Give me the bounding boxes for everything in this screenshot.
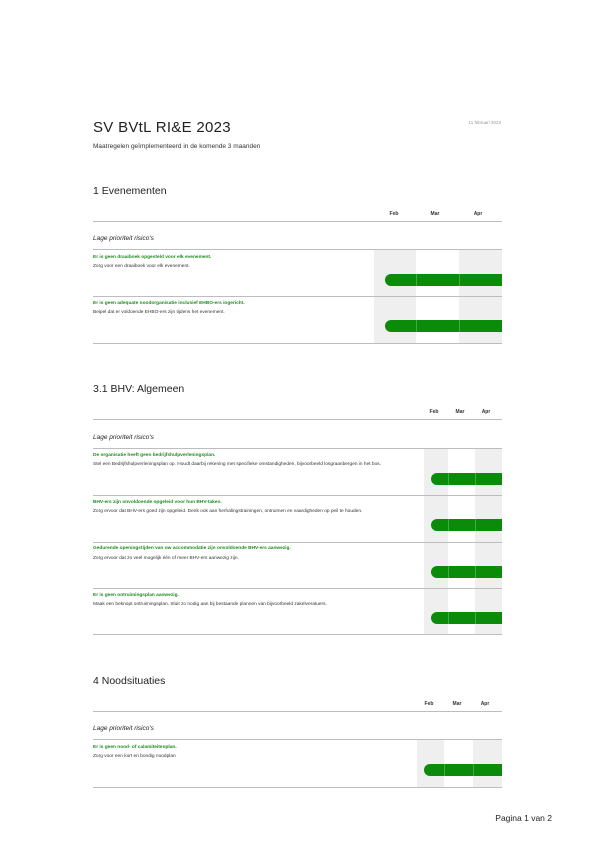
divider xyxy=(93,343,502,344)
divider xyxy=(93,296,502,297)
risk-title: Er is geen nood- of calamiteitenplan. xyxy=(93,745,177,750)
timeline-divider xyxy=(459,320,460,332)
divider xyxy=(93,634,502,635)
timeline-divider xyxy=(444,764,445,776)
document-subtitle: Maatregelen geïmplementeerd in de komende 3 maanden xyxy=(93,143,261,150)
section-title: 3.1 BHV: Algemeen xyxy=(93,383,185,395)
timeline-divider xyxy=(475,566,476,578)
document-title: SV BVtL RI&E 2023 xyxy=(93,119,231,136)
timeline-bar xyxy=(431,473,502,485)
timeline-divider xyxy=(416,320,417,332)
divider xyxy=(93,249,502,250)
timeline-bar xyxy=(385,320,502,332)
risk-measure: Zorg ervoor dat zo veel mogelijk één of meer BHV-ers aanwezig zijn. xyxy=(93,556,239,561)
month-label: Apr xyxy=(473,211,483,217)
month-label: Mar xyxy=(455,409,465,415)
risk-measure: Zorg voor een draaiboek voor elk evenement. xyxy=(93,264,190,269)
risk-title: BHV-ers zijn onvoldoende opgeleid voor hun BHV-taken. xyxy=(93,500,222,505)
risk-measure: Maak een beknopt ontruimingsplan. Sluit zo nodig aan bij bestaande plannen van bijvoorbeeld zakelveratuers. xyxy=(93,602,327,607)
timeline-divider xyxy=(475,519,476,531)
month-label: Apr xyxy=(481,409,491,415)
timeline-divider xyxy=(448,566,449,578)
timeline-bar xyxy=(431,519,502,531)
divider xyxy=(93,221,502,222)
risk-measure: Zorg ervoor dat BHV-ers goed zijn opgeleid. Denk ook aan herhalingstrainingen, ontruimen en vaardigheden op peil te houden. xyxy=(93,509,363,514)
divider xyxy=(93,495,502,496)
risk-measure: Beipel dat er voldoende EHBO-ers zijn tijdens het evenement. xyxy=(93,310,225,315)
divider xyxy=(93,419,502,420)
timeline-divider xyxy=(416,274,417,286)
risk-title: Er is geen draaiboek opgesteld voor elk evenement. xyxy=(93,255,212,260)
priority-heading: Lage prioriteit risico's xyxy=(93,725,154,732)
timeline-bar xyxy=(431,612,502,624)
divider xyxy=(93,542,502,543)
risk-title: Er is geen ontruimingsplan aanwezig. xyxy=(93,593,179,598)
month-label: Apr xyxy=(480,701,490,707)
timeline-divider xyxy=(448,473,449,485)
timeline-divider xyxy=(448,612,449,624)
risk-measure: Zorg voor een kort en bondig noodplan xyxy=(93,754,176,759)
month-label: Mar xyxy=(452,701,462,707)
month-label: Feb xyxy=(424,701,434,707)
timeline-divider xyxy=(448,519,449,531)
document-date: 11 februari 2023 xyxy=(468,120,501,125)
timeline-divider xyxy=(475,473,476,485)
section-title: 4 Noodsituaties xyxy=(93,675,166,687)
divider xyxy=(93,787,502,788)
divider xyxy=(93,588,502,589)
risk-measure: Stel een Bedrijfshulpverleningsplan op. Houdt daarbij rekening met specifieke omstandigheden, bijvoorbeeld losgraanbergen in het bos. xyxy=(93,462,381,467)
section-title: 1 Evenementen xyxy=(93,185,167,197)
timeline-divider xyxy=(475,612,476,624)
divider xyxy=(93,711,502,712)
risk-title: De organisatie heeft geen bedrijfshulpverleningsplan. xyxy=(93,453,216,458)
priority-heading: Lage prioriteit risico's xyxy=(93,235,154,242)
risk-title: Er is geen adequate noodorganisatie inclusief EHBO-ers ingericht. xyxy=(93,301,245,306)
month-label: Mar xyxy=(430,211,440,217)
timeline-bar xyxy=(424,764,502,776)
page-number: Pagina 1 van 2 xyxy=(495,813,552,823)
month-label: Feb xyxy=(429,409,439,415)
month-label: Feb xyxy=(389,211,399,217)
priority-heading: Lage prioriteit risico's xyxy=(93,434,154,441)
timeline-divider xyxy=(473,764,474,776)
timeline-divider xyxy=(459,274,460,286)
risk-title: Gedurende openingstijden van uw accommodatie zijn onvoldoende BHV-ers aanwezig. xyxy=(93,546,291,551)
timeline-bar xyxy=(431,566,502,578)
timeline-bar xyxy=(385,274,502,286)
